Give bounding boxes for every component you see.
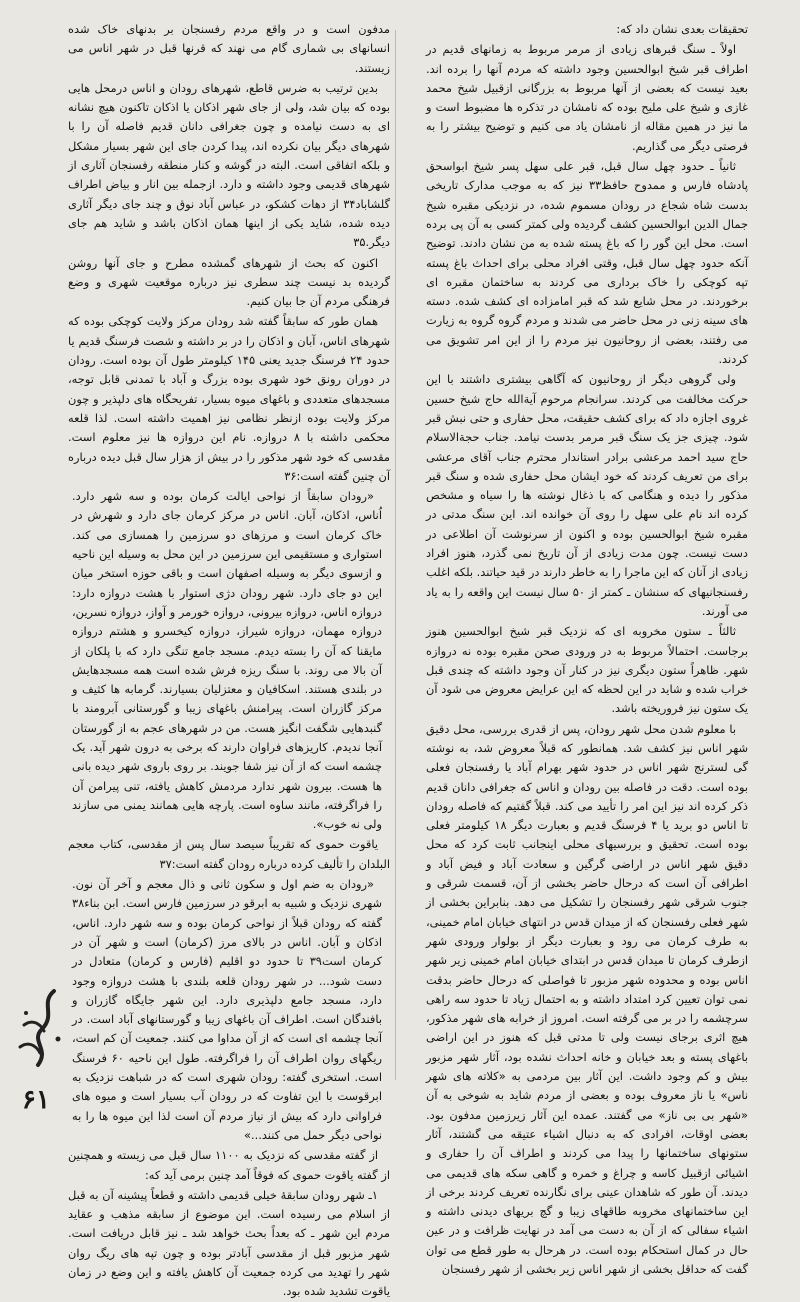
paragraph: مدفون است و در واقع مردم رفسنجان بر بدنهای خاک شده انسانهای بی شماری گام می نهند که قرنها قبل در شهر اناس می زیستند. (68, 22, 390, 75)
paragraph: تحقیقات بعدی نشان داد که: (616, 22, 748, 36)
paragraph: ۱ـ شهر رودان سابقهٔ خیلی قدیمی داشته و قطعاً پیشینه آن به قبل از اسلام می رسیده است. این موضوع از سابقه مذهب و عقاید مردم این شهر ـ که بعداً بحث خواهد شد ـ نیز قابل دریافت است. شهر مزبور قبل از مقدسی آبادتر بوده و چون تپه های ریگ روان شهر را تهدید می کرده جمعیت آن کاهش یافته و این وضع در زمان یاقوت تشدید شده بود. (68, 1187, 390, 1299)
paragraph: همان طور که سابقاً گفته شد رودان مرکز ولایت کوچکی بوده که شهرهای اناس، آبان و اذکان را در بر داشته و شصت فرسنگ قدیم یا حدود ۲۴ فرسنگ جدید یعنی ۱۴۵ کیلومتر طول آن بوده است. رودان در دوران رونق خود شهری بوده بزرگ و آباد با تمدنی قابل توجه، مسجدهای متعددی و باغهای میوه بسیار، تفریحگاه های دلپذیر و چون مرکز ولایت بوده ازنظر نظامی نیز اهمیت داشته است. لذا قلعه محکمی داشته با ۸ دروازه. نام این دروازه ها نیز معلوم است. مقدسی که خود شهر مذکور را در بیش از هزار سال قبل دیده درباره آن چنین گفته است:۳۶ (68, 314, 390, 483)
paragraph: اولاً ـ سنگ قبرهای زیادی از مرمر مربوط به زمانهای قدیم در اطراف قبر شیخ ابوالحسین وجود داشته که مردم آنها را برده اند. بعید نیست که بعضی از آنها مربوط به بزرگانی ازقبیل شیخ محمد غازی و شیخ علی ملیح بوده که نامشان در تذکره ها مضبوط است و ما نیز در همین مقاله از نامشان یاد می کنیم و توضیح بیشتر را به فرصتی دیگر می گذاریم. (426, 42, 748, 153)
right-text-column (426, 20, 749, 1276)
paragraph: یاقوت حموی که تقریباً سیصد سال پس از مقدسی، کتاب معجم البلدان را تألیف کرده درباره رودان گفته است:۳۷ (68, 837, 390, 871)
paragraph: ثانیاً ـ حدود چهل سال قبل، قبر علی سهل پسر شیخ ابواسحق پادشاه فارس و ممدوح حافظ۳۳ نیز که به موجب مدارک تاریخی بدست شاه شجاع در رودان مسموم شده، در نزدیکی مقبره شیخ جمال الدین ابوالحسین کشف گردیده ولی کمتر کسی به آن پی برده است. محل این گور را که باغ پسته شده به من نشان دادند. توضیح آنکه حدود چهل سال قبل، وقتی افراد محلی برای احداث باغ پسته تپه کوچکی را خاک برداری می کردند به ساختمان مقبره ای برخوردند. در محل شایع شد که قبر امامزاده ای کشف شده. دسته های سینه زنی در محل حاضر می شدند و مردم گروه گروه به زیارت می رفتند، بعضی از روحانیون نیز مردم را از این امر تشویق می کردند. (426, 159, 748, 367)
page-number: ۶۱ (22, 1085, 50, 1115)
paragraph: ولی گروهی دیگر از روحانیون که آگاهی بیشتری داشتند با این حرکت مخالفت می کردند. سرانجام مرحوم آیةالله حاج شیخ حسین غروی اجازه داد که برای کشف حقیقت، محل حفاری و حتی نبش قبر شود. چیزی جز یک سنگ قبر مرمر بدست نیامد. جناب حجةالاسلام حاج سید احمد مرعشی برادر استاندار محترم جناب آقای مرعشی برای من تعریف کردند که خود ایشان محل حفاری شده و سنگ قبر مذکور را دیده و هنگامی که با ذغال نوشته ها را سیاه و مشخص کرده اند نام علی سهل را روی آن خوانده اند. این سنگ مدتی در مقبره شیخ ابوالحسین بوده و اکنون از سرنوشت آن اطلاعی در دست نیست. چون مدت زیادی از آن تاریخ نمی گذرد، هنوز افراد زیادی از آنان که این ماجرا را به خاطر دارند در قید حیاتند. بلکه اغلب رفسنجانیهای که سنشان ـ کمتر از ۵۰ سال نیست این واقعه را به یاد می آورند. (426, 372, 749, 618)
paragraph: با معلوم شدن محل شهر رودان، پس از قدری بررسی، محل دقیق شهر اناس نیز کشف شد. همانطور که قبلاً معروض شد، به نوشته گی لسترنج شهر اناس در حدود شهر بهرام آباد یا رفسنجان فعلی بوده است. دقت در فاصله بین رودان و اناس که جغرافی دانان قدیم ذکر کرده اند نیز این امر را تأیید می کند. قبلاً گفتیم که فاصله رودان تا اناس دو برید یا ۴ فرسنگ قدیم و بعبارت دیگر ۱۸ کیلومتر فعلی بوده است. تحقیق و بررسیهای محلی اینجانب ثابت کرد که محل دقیق شهر اناس در اراضی گرگین و سعادت آباد و فیض آباد و اطرافی آن است که درحال حاضر بخشی از آن، قسمت شرقی و جنوب شرقی شهر رفسنجان را تشکیل می دهد. بنابراین بخشی از شهر فعلی رفسنجان که از میدان قدس در انتهای خیابان امام خمینی، به طرف کرمان می رود و بعبارت دیگر از بولوار ورودی شهر ازطرف کرمان تا میدان قدس در ابتدای خیابان امام خمینی زیر شهر اناس بوده و محدوده شهر مزبور تا فواصلی که درحال حاضر بدقت نمی توان تعیین کرد امتداد داشته و به احتمال زیاد تا حدود سه راهی سرچشمه را در بر می گرفته است. امروز از خرابه های شهر مذکور، هیچ اثری برجای نیست ولی تا مدتی قبل که هنوز در این اراضی باغهای پسته و بعد خیابان و خانه احداث نشده بود، آثار شهر مزبور بیش و کم وجود داشت. این آثار بین مردمی به «کلاته های شهر ناس» یا ناز معروف بوده و بعضی از مردم شاید به شوخی به آن «شهر بی بی ناز» می گفتند. عمده این آثار زیرزمین مدفون بود. بعضی اوقات، افرادی که به دنبال اشیاء عتیقه می گشتند، آثار ستونهای ساختمانها را پیدا می کردند و اطراف آن را حفاری و اشیائی ازقبیل کاسه و چراغ و خمره و گاهی سکه های قدیمی می دیدند. آن طور که شاهدان عینی برای نگارنده تعریف کردند برخی از این ساختمانهای مخروبه طاقهای زیبا و گچ بریهای دیدنی داشته و اشیاء سفالی که از آن به دست می آمد در نهایت ظرافت و در عین حال در کمال استحکام بوده است. در هرحال به طور قطع می توان گفت که حداقل بخشی از شهر اناس زیر بخشی از شهر رفسنجان (426, 721, 748, 1276)
quotation-paragraph: «رودان به ضم اول و سکون ثانی و ذال معجم و آخر آن نون. شهری نزدیک و شبیه به ابرقو در سرزمین فارس است. ابن بناء۳۸ گفته که رودان قبلاً از نواحی کرمان بوده و سه شهر دارد. اناس، اذکان و آبان. اناس در بالای مرز (کرمان) است و شهر آن در کرمان است۳۹ تا حدود دو اقلیم (فارس و کرمان) متعادل در دست شود... در شهر رودان قلعه بلندی با هشت دروازه وجود دارد، مسجد جامع دلپذیری دارد. این شهر جایگاه گازران و بافندگان است. اطراف آن باغهای زیبا و گورستانهای آباد است. در آنجا چشمه ای است که از آن مداوا می کنند. جمعیت آن کم است، ریگهای روان اطراف آن را فراگرفته. طول این ناحیه ۶۰ فرسنگ است. استخری گفته: رودان شهری است که در شباهت نزدیک به ابرقوست با این تفاوت که در رودان آب بسیار است و میوه های فراوانی دارد که بیش از نیاز مردم آن است لذا این میوه ها را به نواحی دیگر حمل می کنند...» (72, 877, 383, 1142)
kerman-logo (10, 985, 70, 1075)
quotation-paragraph: «رودان سابقاً از نواحی ایالت کرمان بوده و سه شهر دارد. اُناس، اذکان، آبان. اناس در مرکز کرمان جای دارد و شهرش در خاک کرمان است و مرزهای دو سرزمین را همسازی می کند. استواری و مستقیمی این سرزمین در این محل به وسیله این ناحیه و ازسوی دیگر به وسیله اصفهان است و باقی حوزه استخر میان این دو جای دارد. شهر رودان دژی استوار با هشت دروازه دارد: دروازه اناس، دروازه بیرونی، دروازه خورمر و آواز، دروازه نسرین، دروازه مهمان، دروازه شیراز، دروازه کیخسرو و هشتم دروازه مایقنا که آن را بسته دیدم. مسجد جامع تنگی دارد که با پلکان از آن بالا می روند. با سنگ ریزه فرش شده است همه مسجدهایش در بلندی هستند. اسکافیان و معتزلیان بسیارند. گرمابه ها کثیف و مرکز گازران است. پیرامنش باغهای زیبا و گورستانی آبرومند با گنبدهایی شگفت انگیز هست. من در شهرهای عجم به از گورستان آنجا ندیدم. کاریزهای فراوان دارند که برخی به درون شهر آید. یک چشمه است که از آن نیز شفا جویند. بر روی باروی شهر دیده بانی ها هست. بیرون شهر ندارد مردمش کاهش یافته، تنی پیرامن آن را فراگرفته، مانند ساوه است. پارچه هایی همانند یمنی می سازند ولی نه خوب». (72, 489, 382, 832)
paragraph: بدین ترتیب به ضرس قاطع، شهرهای رودان و اناس درمحل هایی بوده که بیان شد، ولی از جای شهر اذکان یا اذکان تاکنون هیچ نشانه ای به دست نیامده و چون جغرافی دانان قدیم فاصله آن را با شهرهای دیگر بیان نکرده اند، پیدا کردن جای این شهر بسیار مشکل و بلکه اتفاقی است. البته در گوشه و کنار منطقه رفسنجان آثاری از شهرهای قدیمی وجود داشته و دارد. ازجمله بین انار و بیاض اطراف گلشاباد۳۴ از دهات کشکو، در عباس آباد نوق و چند جای دیگر آثاری دیده شده، شاید یکی از اینها همان اذکان باشد و شاید هم جای دیگر.۳۵ (68, 80, 390, 250)
paragraph: ثالثاً ـ ستون مخروبه ای که نزدیک قبر شیخ ابوالحسین هنوز برجاست. احتمالاً مربوط به در ورودی صحن مقبره بوده نه دروازه شهر. ظاهراً ستون دیگری نیز در کنار آن وجود داشته که چندی قبل خراب شده و شاید در این لحظه که این عرایض معروض می شود آن یک ستون نیز فروریخته باشد. (426, 624, 748, 716)
paragraph: اکنون که بحث از شهرهای گمشده مطرح و جای آنها روشن گردیده بد نیست چند سطری نیز درباره موقعیت شهری و وضع فرهنگی مردم آن جا بیان کنیم. (68, 255, 390, 309)
left-text-column (68, 20, 390, 1299)
kerman-calligraphy-logo (10, 985, 70, 1075)
column-divider (395, 30, 396, 1080)
paragraph: از گفته مقدسی که نزدیک به ۱۱۰۰ سال قبل می زیسته و همچنین از گفته یاقوت حموی که فوقاً آمد چنین برمی آید که: (68, 1148, 390, 1182)
